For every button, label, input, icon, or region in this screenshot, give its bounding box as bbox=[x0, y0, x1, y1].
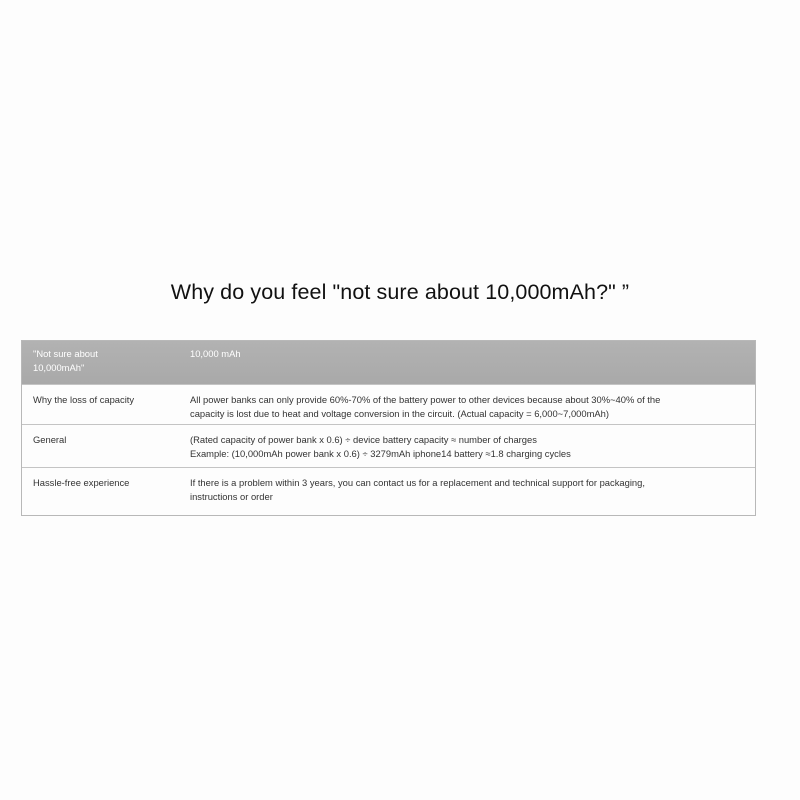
description-line: Example: (10,000mAh power bank x 0.6) ÷ 3279mAh iphone14 battery ≈1.8 charging cycles bbox=[190, 448, 571, 459]
row-description bbox=[190, 425, 755, 467]
header-label-line: "Not sure about bbox=[33, 348, 98, 359]
row-label: Why the loss of capacity bbox=[33, 394, 135, 405]
row-label: General bbox=[33, 434, 67, 445]
table-row bbox=[22, 385, 755, 425]
page-heading: Why do you feel "not sure about 10,000mAh?" ” bbox=[170, 280, 630, 304]
header-label-line: 10,000mAh" bbox=[33, 362, 85, 373]
description-line: (Rated capacity of power bank x 0.6) ÷ device battery capacity ≈ number of charges bbox=[190, 434, 537, 445]
row-description bbox=[190, 385, 755, 424]
table-row bbox=[22, 468, 755, 515]
table-header-row bbox=[22, 341, 755, 385]
capacity-table bbox=[21, 340, 756, 516]
row-label: Hassle-free experience bbox=[33, 477, 130, 488]
header-value-cell bbox=[190, 341, 755, 384]
table-row bbox=[22, 425, 755, 468]
description-line: instructions or order bbox=[190, 491, 273, 502]
description-line: All power banks can only provide 60%-70% of the battery power to other devices because about 30%~40% of the bbox=[190, 394, 661, 405]
row-description bbox=[190, 468, 755, 515]
description-line: If there is a problem within 3 years, you can contact us for a replacement and technical support for packaging, bbox=[190, 477, 645, 488]
header-value: 10,000 mAh bbox=[190, 348, 241, 359]
description-line: capacity is lost due to heat and voltage conversion in the circuit. (Actual capacity = 6,000~7,000mAh) bbox=[190, 408, 609, 419]
header-label-cell bbox=[22, 341, 190, 384]
